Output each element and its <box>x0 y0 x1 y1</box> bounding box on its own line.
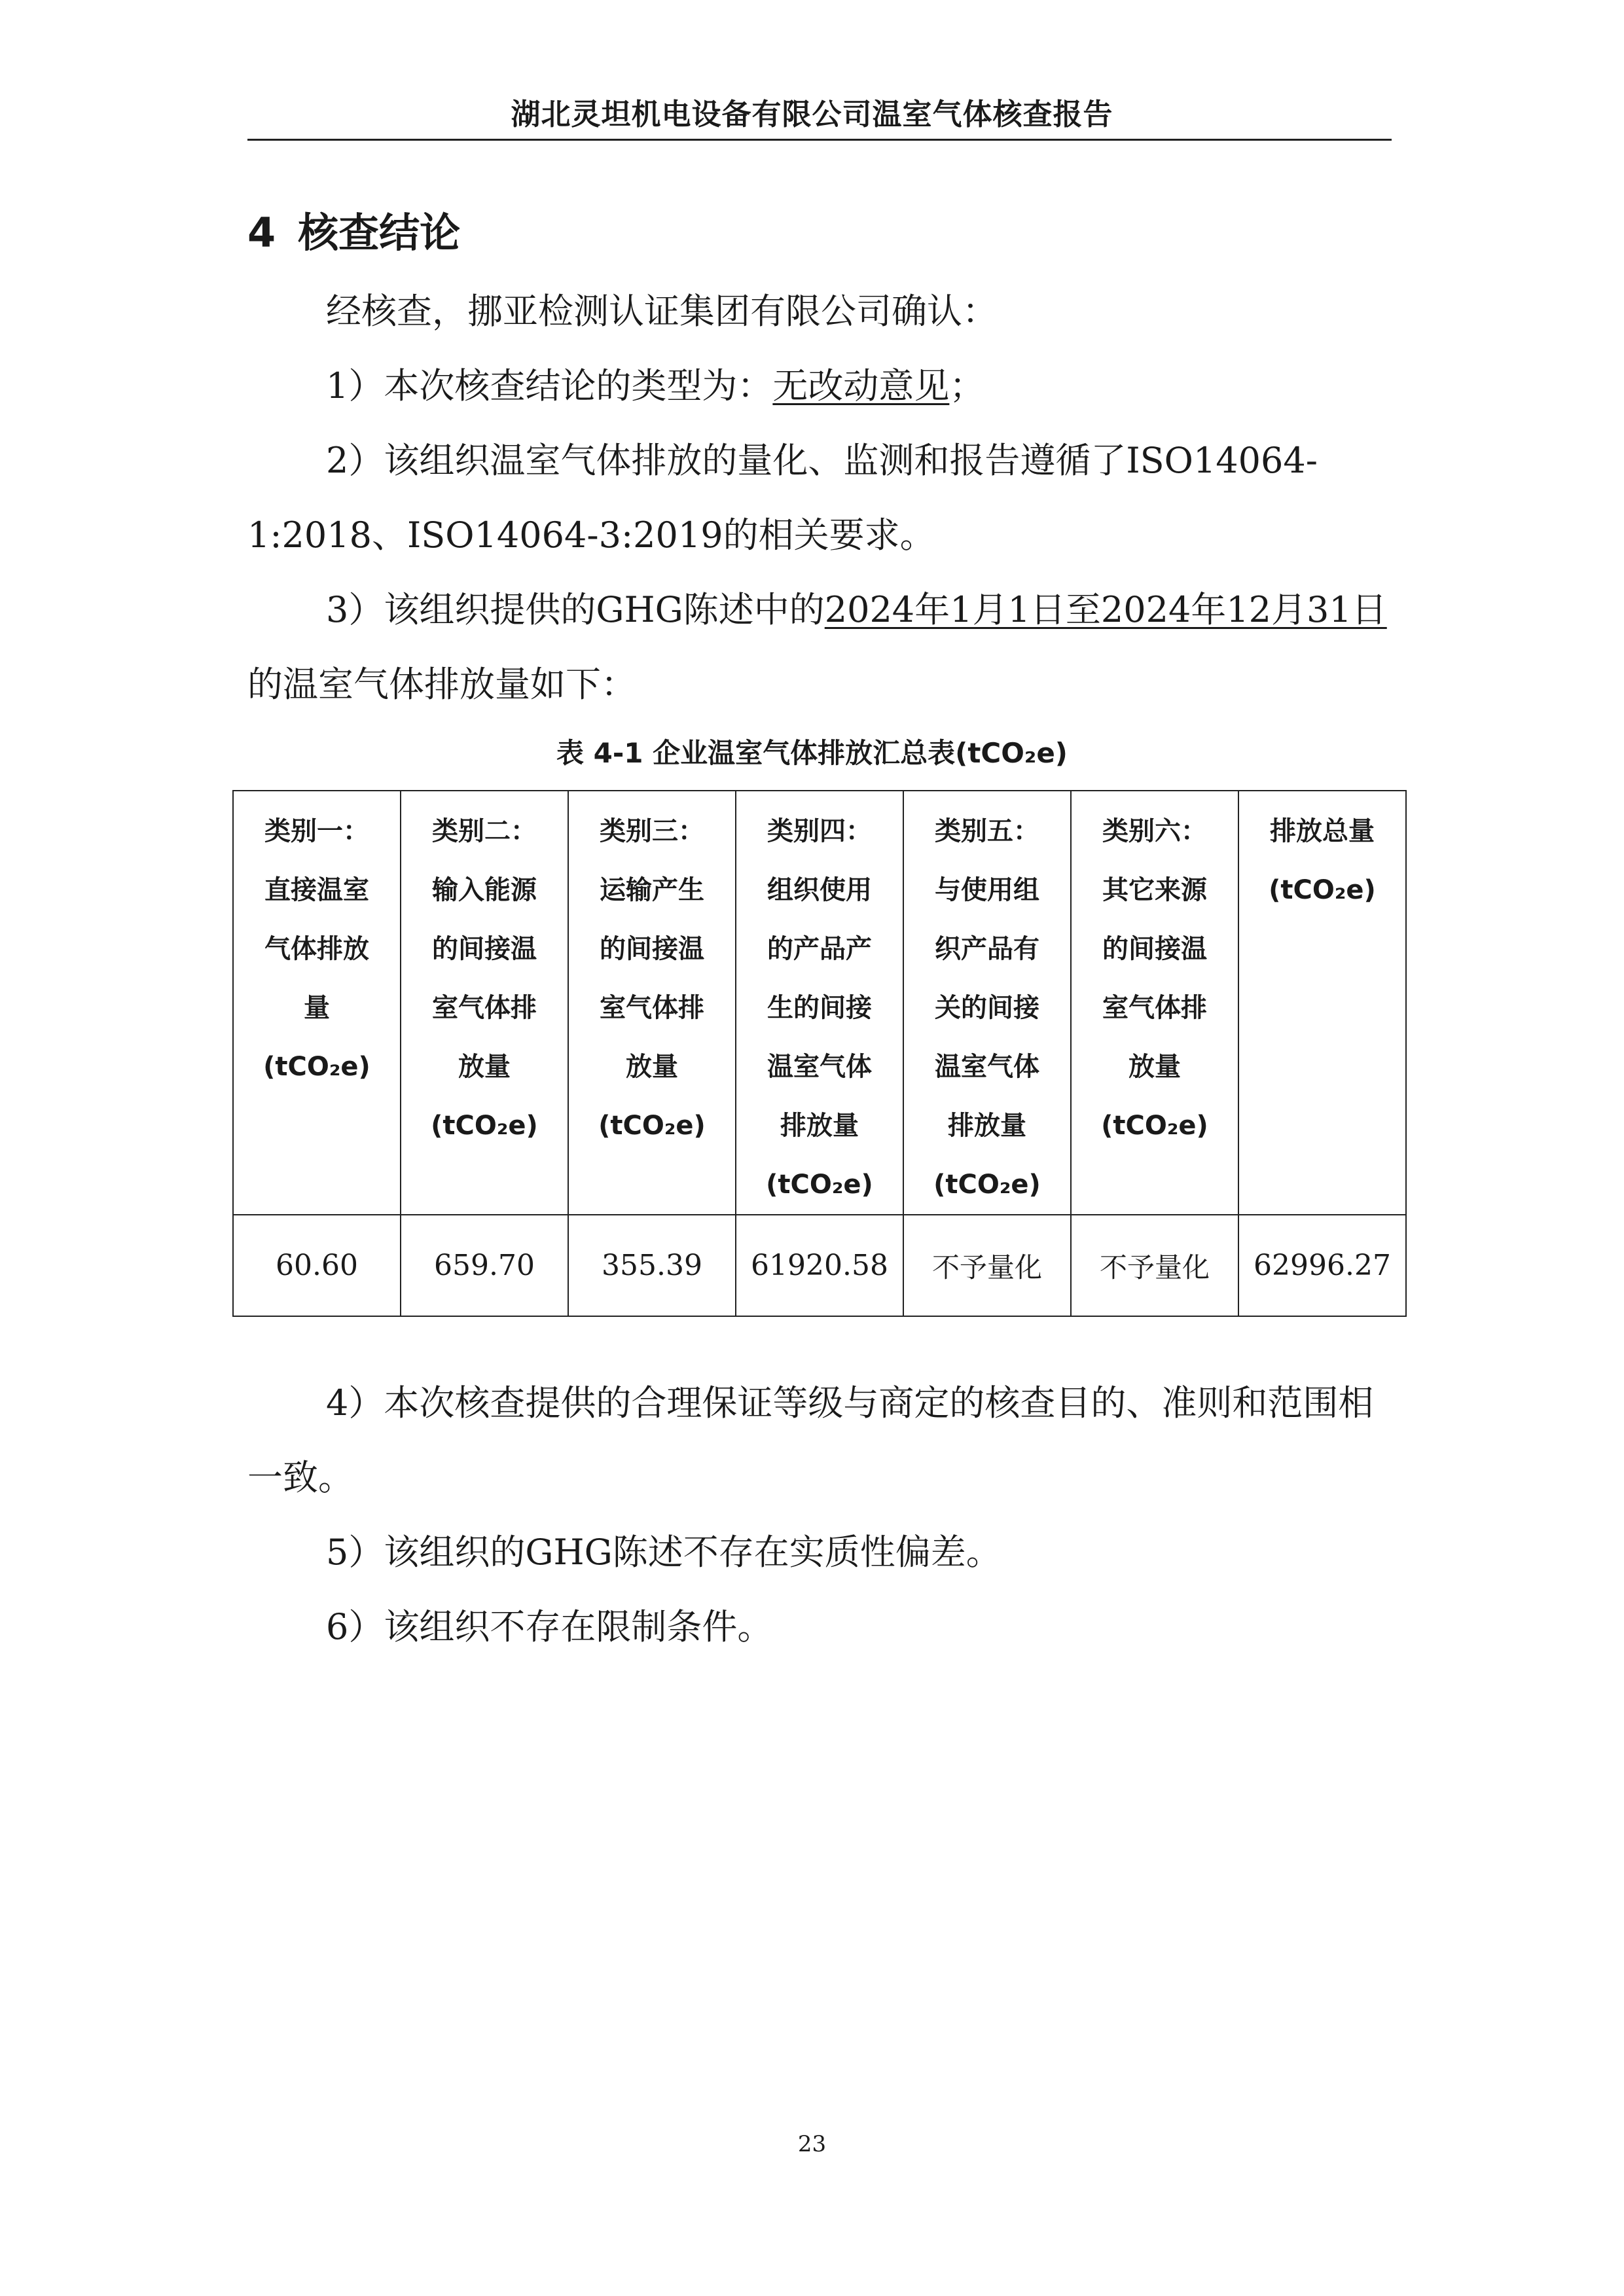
value-cell-category-5: 不予量化 <box>903 1215 1071 1316</box>
conclusion-type-value: 无改动意见 <box>772 365 950 406</box>
table-header-row <box>233 791 1406 1215</box>
section-heading <box>247 200 460 259</box>
item3-prefix: 3）该组织提供的GHG陈述中的 <box>326 589 825 630</box>
value-cell-category-3: 355.39 <box>568 1215 736 1316</box>
header-cell-category-5: 类别五： 与使用组 织产品有 关的间接 温室气体 排放量 (tCO₂e) <box>903 791 1071 1215</box>
table-caption: 表 4-1 企业温室气体排放汇总表(tCO₂e) <box>556 737 1068 769</box>
header-cell-total: 排放总量 (tCO₂e) <box>1238 791 1406 1215</box>
conclusion-item-4: 4）本次核查提供的合理保证等级与商定的核查目的、准则和范围相一致。 <box>247 1382 1374 1498</box>
value-cell-category-4: 61920.58 <box>736 1215 903 1316</box>
conclusion-item-2: 2）该组织温室气体排放的量化、监测和报告遵循了ISO14064-1:2018、ISO14064-3:2019的相关要求。 <box>247 440 1318 556</box>
section-title: 核查结论 <box>298 209 461 257</box>
value-cell-category-2: 659.70 <box>401 1215 568 1316</box>
header-cell-category-2: 类别二： 输入能源 的间接温 室气体排 放量 (tCO₂e) <box>401 791 568 1215</box>
header-cell-category-6: 类别六： 其它来源 的间接温 室气体排 放量 (tCO₂e) <box>1071 791 1238 1215</box>
section-number: 4 <box>247 209 276 257</box>
value-cell-category-1: 60.60 <box>233 1215 401 1316</box>
conclusion-item-5: 5）该组织的GHG陈述不存在实质性偏差。 <box>326 1532 1001 1573</box>
header-cell-category-4: 类别四： 组织使用 的产品产 生的间接 温室气体 排放量 (tCO₂e) <box>736 791 903 1215</box>
item1-suffix: ； <box>949 365 985 406</box>
item3-suffix: 的温室气体排放量如下： <box>247 664 636 705</box>
header-cell-category-1: 类别一： 直接温室 气体排放 量 (tCO₂e) <box>233 791 401 1215</box>
conclusion-item-6: 6）该组织不存在限制条件。 <box>326 1606 773 1647</box>
value-cell-total: 62996.27 <box>1238 1215 1406 1316</box>
reporting-period: 2024年1月1日至2024年12月31日 <box>824 589 1387 630</box>
report-header-title: 湖北灵坦机电设备有限公司温室气体核查报告 <box>511 97 1113 132</box>
table-value-row <box>233 1215 1406 1316</box>
page-number: 23 <box>797 2131 827 2157</box>
item1-prefix: 1）本次核查结论的类型为： <box>326 365 773 406</box>
intro-paragraph: 经核查，挪亚检测认证集团有限公司确认： <box>326 291 998 332</box>
conclusion-item-1 <box>247 349 1392 423</box>
header-cell-category-3: 类别三： 运输产生 的间接温 室气体排 放量 (tCO₂e) <box>568 791 736 1215</box>
value-cell-category-6: 不予量化 <box>1071 1215 1238 1316</box>
header-divider <box>247 139 1392 141</box>
conclusion-item-3 <box>247 573 1392 722</box>
emissions-summary-table <box>232 790 1407 1317</box>
